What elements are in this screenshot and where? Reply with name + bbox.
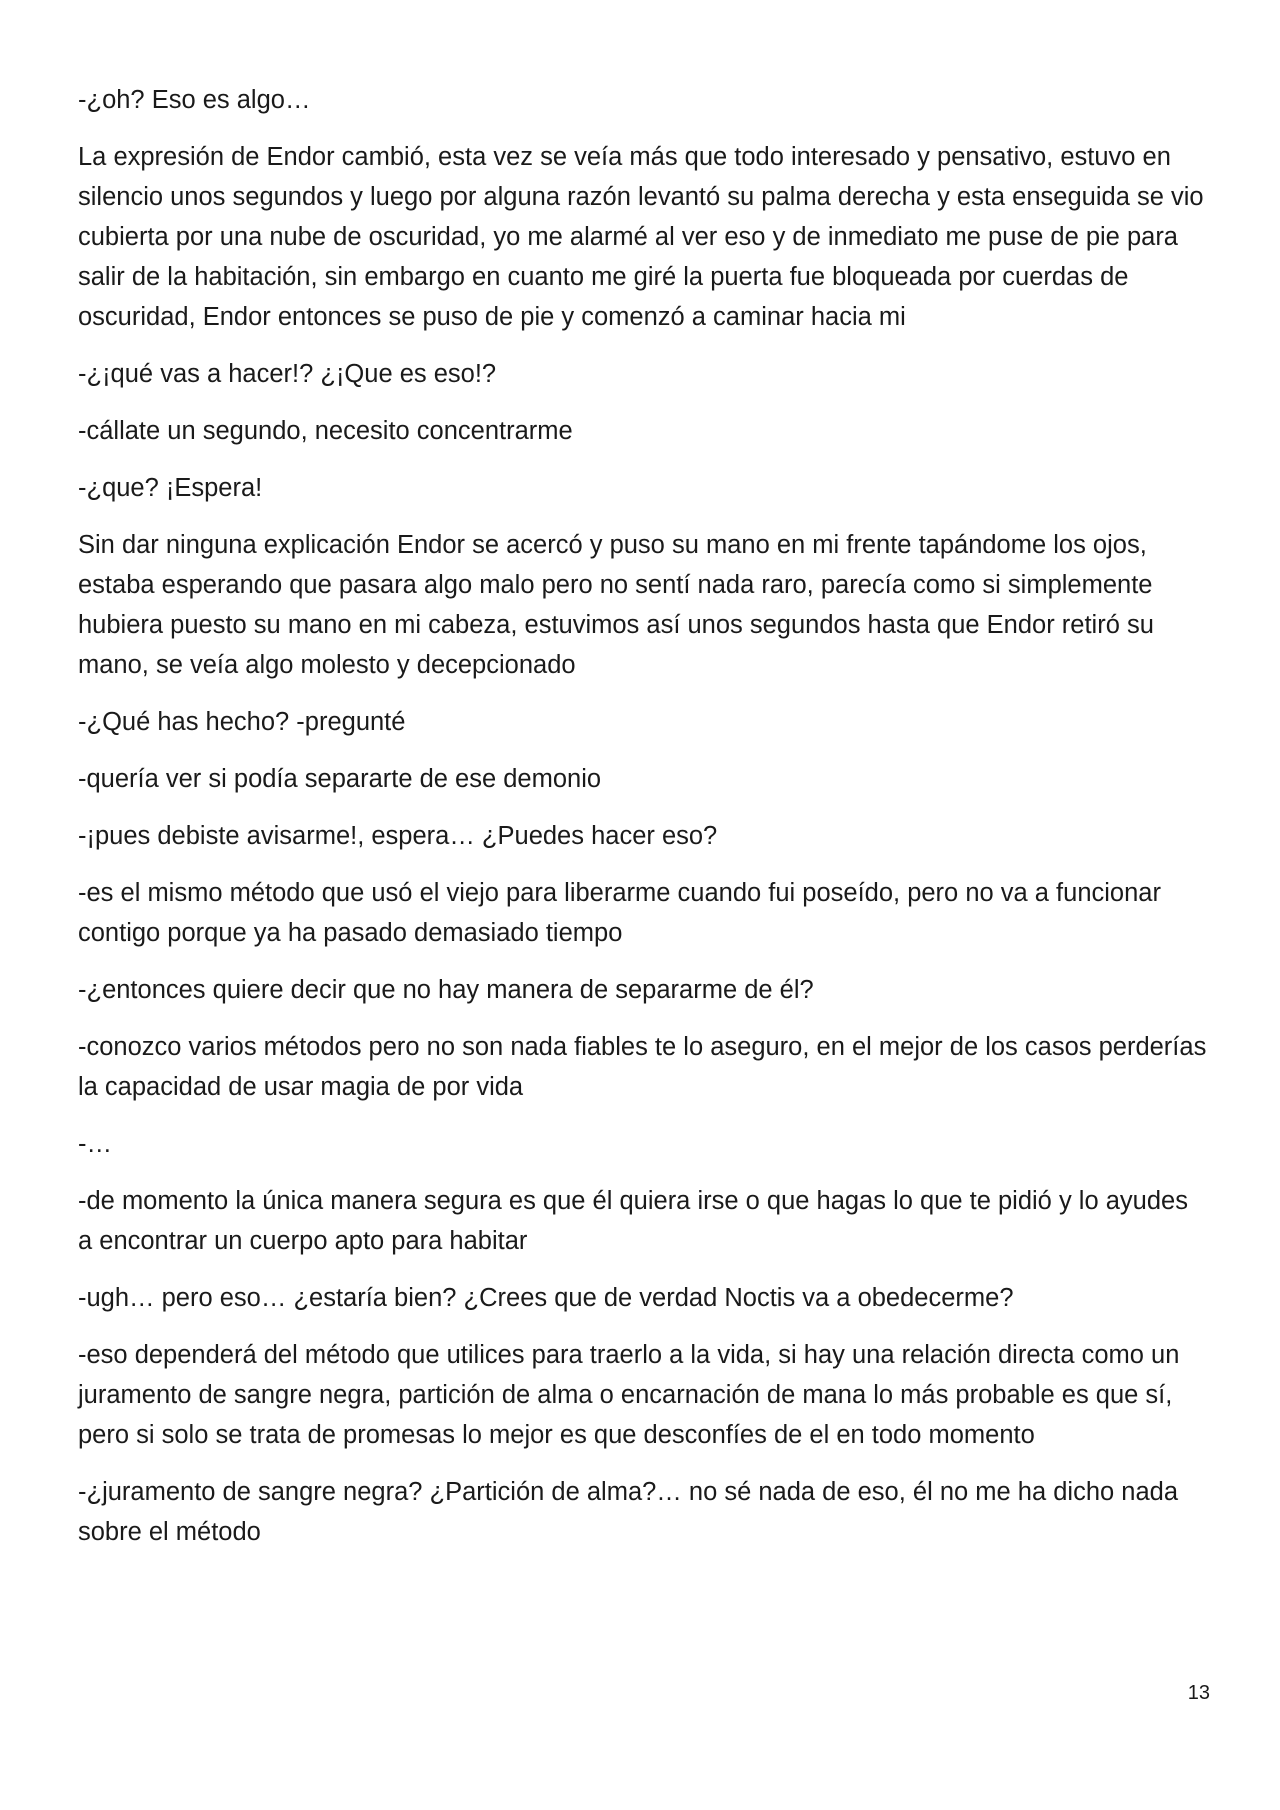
paragraph: -¿Qué has hecho? -pregunté (78, 708, 406, 736)
paragraph: La expresión de Endor cambió, esta vez se veía más que todo interesado y pensativo, estuvo en silencio unos segundos y luego por alguna razón levantó su palma derecha y esta enseguida se vio cubierta por una nube de oscuridad, yo me alarmé al ver eso y de inmediato me puse de pie para salir de la habitación, sin embargo en cuanto me giré la puerta fue bloqueada por cuerdas de oscuridad, Endor entonces se puso de pie y comenzó a caminar hacia mi (78, 143, 1204, 331)
paragraph: -quería ver si podía separarte de ese demonio (78, 765, 602, 793)
paragraph: -¿juramento de sangre negra? ¿Partición de alma?… no sé nada de eso, él no me ha dicho nada sobre el método (78, 1478, 1179, 1546)
page-number: 13 (1187, 1682, 1210, 1704)
paragraph: -… (78, 1130, 112, 1158)
paragraph: -cállate un segundo, necesito concentrarme (78, 417, 573, 445)
paragraph: -¿oh? Eso es algo… (78, 86, 311, 114)
paragraph: Sin dar ninguna explicación Endor se acercó y puso su mano en mi frente tapándome los ojos, estaba esperando que pasara algo malo pero no sentí nada raro, parecía como si simplemente hubiera puesto su mano en mi cabeza, estuvimos así unos segundos hasta que Endor retiró su mano, se veía algo molesto y decepcionado (78, 531, 1154, 679)
paragraph: -ugh… pero eso… ¿estaría bien? ¿Crees que de verdad Noctis va a obedecerme? (78, 1284, 1014, 1312)
paragraph: -eso dependerá del método que utilices para traerlo a la vida, si hay una relación directa como un juramento de sangre negra, partición de alma o encarnación de mana lo más probable es que sí, pero si solo se trata de promesas lo mejor es que desconfíes de el en todo momento (78, 1341, 1180, 1449)
paragraph: -¿¡qué vas a hacer!? ¿¡Que es eso!? (78, 360, 497, 388)
paragraph: -conozco varios métodos pero no son nada fiables te lo aseguro, en el mejor de los casos perderías la capacidad de usar magia de por vida (78, 1033, 1207, 1101)
paragraph: -¿que? ¡Espera! (78, 474, 263, 502)
paragraph: -¿entonces quiere decir que no hay manera de separarme de él? (78, 976, 814, 1004)
paragraph: -es el mismo método que usó el viejo para liberarme cuando fui poseído, pero no va a funcionar contigo porque ya ha pasado demasiado tiempo (78, 879, 1161, 947)
paragraph: -de momento la única manera segura es que él quiera irse o que hagas lo que te pidió y lo ayudes a encontrar un cuerpo apto para habitar (78, 1187, 1188, 1255)
paragraph: -¡pues debiste avisarme!, espera… ¿Puedes hacer eso? (78, 822, 718, 850)
page-body (78, 80, 1208, 1569)
